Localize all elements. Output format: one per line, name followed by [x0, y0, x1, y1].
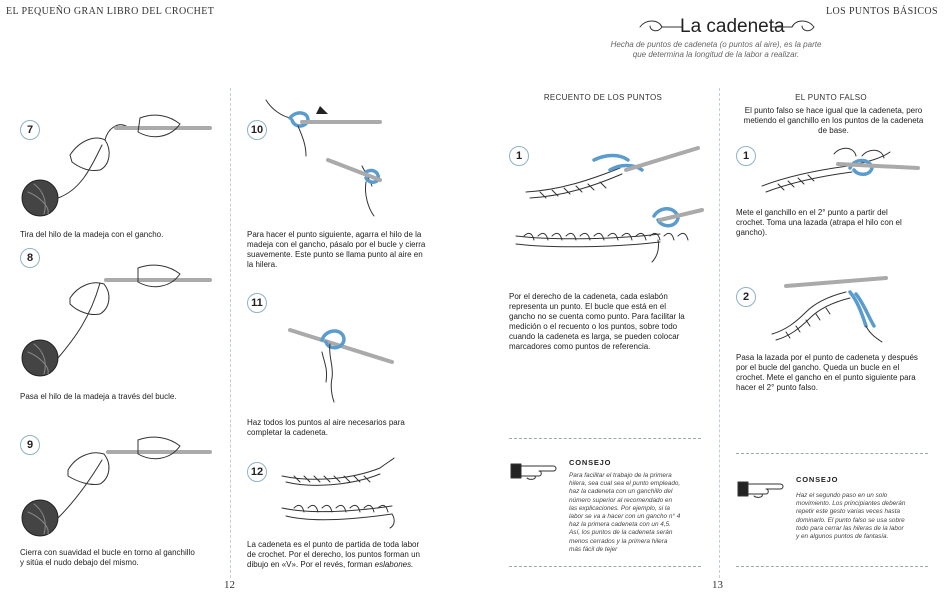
caption-line: de crochet. Por el derecho, los puntos forman un	[247, 550, 420, 559]
tip-divider	[509, 566, 701, 567]
running-head-right: LOS PUNTOS BÁSICOS	[825, 6, 938, 17]
caption-line: cuando la cadeneta es larga, se pueden colocar	[509, 332, 680, 341]
caption-line: la hilera.	[247, 260, 278, 269]
false-stitch-step-2-illustration	[766, 272, 916, 348]
tip-line: más fácil de tejer	[569, 545, 618, 553]
caption-line: gancho no se cuenta como punto. Para facilitar la	[509, 312, 685, 321]
false-stitch-step-1-caption	[736, 208, 902, 238]
recount-caption	[509, 292, 685, 352]
tip-line: haz la primera cadeneta con un 4,5.	[569, 521, 671, 529]
page-title: La cadeneta	[680, 16, 785, 37]
step-11-caption	[247, 418, 405, 438]
tip-label: CONSEJO	[569, 458, 612, 467]
step-9-illustration	[20, 430, 215, 542]
caption-line: Para hacer el punto siguiente, agarra el hilo de la	[247, 230, 422, 239]
section-heading-false-stitch: EL PUNTO FALSO	[795, 93, 867, 102]
page-number-left: 12	[224, 579, 235, 591]
caption-line: Pasa la lazada por el punto de cadeneta y después	[736, 353, 918, 362]
step-8-caption	[20, 392, 177, 402]
caption-line: madeja con el gancho, pásalo por el bucle y cierra	[247, 240, 426, 249]
step-number: 9	[20, 435, 40, 455]
false-stitch-intro	[736, 106, 931, 136]
step-number: 12	[247, 462, 267, 482]
step-10-illustration	[262, 96, 392, 221]
false-stitch-step-2-caption	[736, 353, 918, 393]
step-number: 2	[736, 287, 756, 307]
page-subtitle	[596, 40, 836, 60]
caption-line: Pasa el hilo de la madeja a través del bucle.	[20, 392, 177, 401]
caption-line: gancho).	[736, 228, 768, 237]
page-number-right: 13	[712, 579, 723, 591]
caption-line: El punto falso se hace igual que la cadeneta, pero	[744, 106, 923, 115]
caption-line: metiendo el ganchillo en los puntos de la cadeneta	[743, 116, 924, 125]
caption-line: de base.	[818, 126, 849, 135]
step-12-illustration	[280, 456, 404, 530]
caption-line: medición o el recuento o los puntos, sobre todo	[509, 322, 678, 331]
subtitle-line: Hecha de puntos de cadeneta (o puntos al aire), es la parte	[610, 40, 822, 49]
caption-line: completar la cadeneta.	[247, 428, 328, 437]
caption-line: por el bucle del gancho. Queda un bucle en el	[736, 363, 900, 372]
tip-line: Así, los puntos de la cadeneta serán	[569, 529, 673, 537]
caption-line: hacer el 2° punto falso.	[736, 383, 818, 392]
step-7-caption	[20, 230, 163, 240]
tip-divider	[736, 453, 928, 454]
step-10-caption	[247, 230, 425, 270]
caption-line: crochet. Mete el gancho en el punto siguiente para	[736, 373, 916, 382]
step-number: 10	[247, 120, 267, 140]
caption-italic: eslabones.	[374, 560, 414, 569]
caption-line: representa un punto. El bucle que está en el	[509, 302, 666, 311]
step-7-illustration	[20, 110, 215, 225]
tip-divider	[509, 438, 701, 439]
tip-text	[796, 492, 905, 541]
recount-illustration	[510, 140, 705, 264]
caption-line: Por el derecho de la cadeneta, cada eslabón	[509, 292, 668, 301]
caption-line: marcadores como puntos de referencia.	[509, 342, 651, 351]
tip-label: CONSEJO	[796, 475, 839, 484]
caption-line: y sitúa el nudo debajo del mismo.	[20, 558, 139, 567]
false-stitch-step-1-illustration	[758, 140, 923, 200]
tip-line: Para facilitar el trabajo de la primera	[569, 472, 672, 479]
column-divider	[719, 88, 720, 578]
caption-line: Cierra con suavidad el bucle en torno al ganchillo	[20, 548, 195, 557]
step-8-illustration	[20, 258, 215, 386]
caption-line: Mete el ganchillo en el 2° punto a partir del	[736, 208, 888, 217]
tip-line: las explicaciones. Por ejemplo, si la	[569, 504, 670, 512]
pointing-hand-icon	[509, 458, 559, 482]
tip-line: todo para cerrar las hileras de la labor	[796, 524, 904, 532]
tip-divider	[736, 566, 928, 567]
tip-text	[569, 472, 680, 554]
tip-line: Haz el segundo paso en un solo	[796, 492, 888, 499]
step-number: 8	[20, 248, 40, 268]
step-number: 7	[20, 120, 40, 140]
caption-text: dibujo en «V». Por el revés, forman	[247, 560, 375, 569]
tip-line: haz la cadeneta con un ganchillo del	[569, 488, 673, 496]
tip-line: menos cerrados y la primera hilera	[569, 537, 668, 545]
caption-line: La cadeneta es el punto de partida de toda labor	[247, 540, 420, 549]
step-number: 1	[736, 146, 756, 166]
tip-line: labor se va a hacer con un gancho n° 4	[569, 513, 681, 521]
caption-line: crochet. Toma una lazada (atrapa el hilo con el	[736, 218, 902, 227]
tip-line: hilera, sea cual sea el punto empleado,	[569, 480, 681, 488]
step-number: 1	[509, 146, 529, 166]
caption-line	[247, 560, 420, 570]
step-9-caption	[20, 548, 195, 568]
subtitle-line: que determina la longitud de la labor a realizar.	[632, 50, 800, 59]
caption-line: Tira del hilo de la madeja con el gancho.	[20, 230, 164, 239]
running-head-left: EL PEQUEÑO GRAN LIBRO DEL CROCHET	[6, 6, 215, 17]
tip-line: dominarlo. El punto falso se usa sobre	[796, 516, 905, 524]
step-12-caption	[247, 540, 420, 570]
tip-line: repetir este gesto varias veces hasta	[796, 508, 901, 516]
right-ornament-icon	[770, 18, 818, 36]
pointing-hand-icon	[736, 476, 786, 500]
caption-line: suavemente. Este punto se llama punto al aire en	[247, 250, 423, 259]
tip-line: y en algunos puntos de fantasía.	[796, 533, 889, 541]
left-ornament-icon	[636, 18, 684, 36]
step-number: 11	[247, 293, 267, 313]
tip-line: número superior al recomendado en	[569, 496, 673, 504]
step-11-illustration	[286, 312, 396, 404]
section-heading-recount: RECUENTO DE LOS PUNTOS	[543, 93, 663, 102]
column-divider	[230, 88, 231, 578]
tip-line: movimiento. Los principiantes deberán	[796, 500, 906, 508]
caption-line: Haz todos los puntos al aire necesarios para	[247, 418, 405, 427]
